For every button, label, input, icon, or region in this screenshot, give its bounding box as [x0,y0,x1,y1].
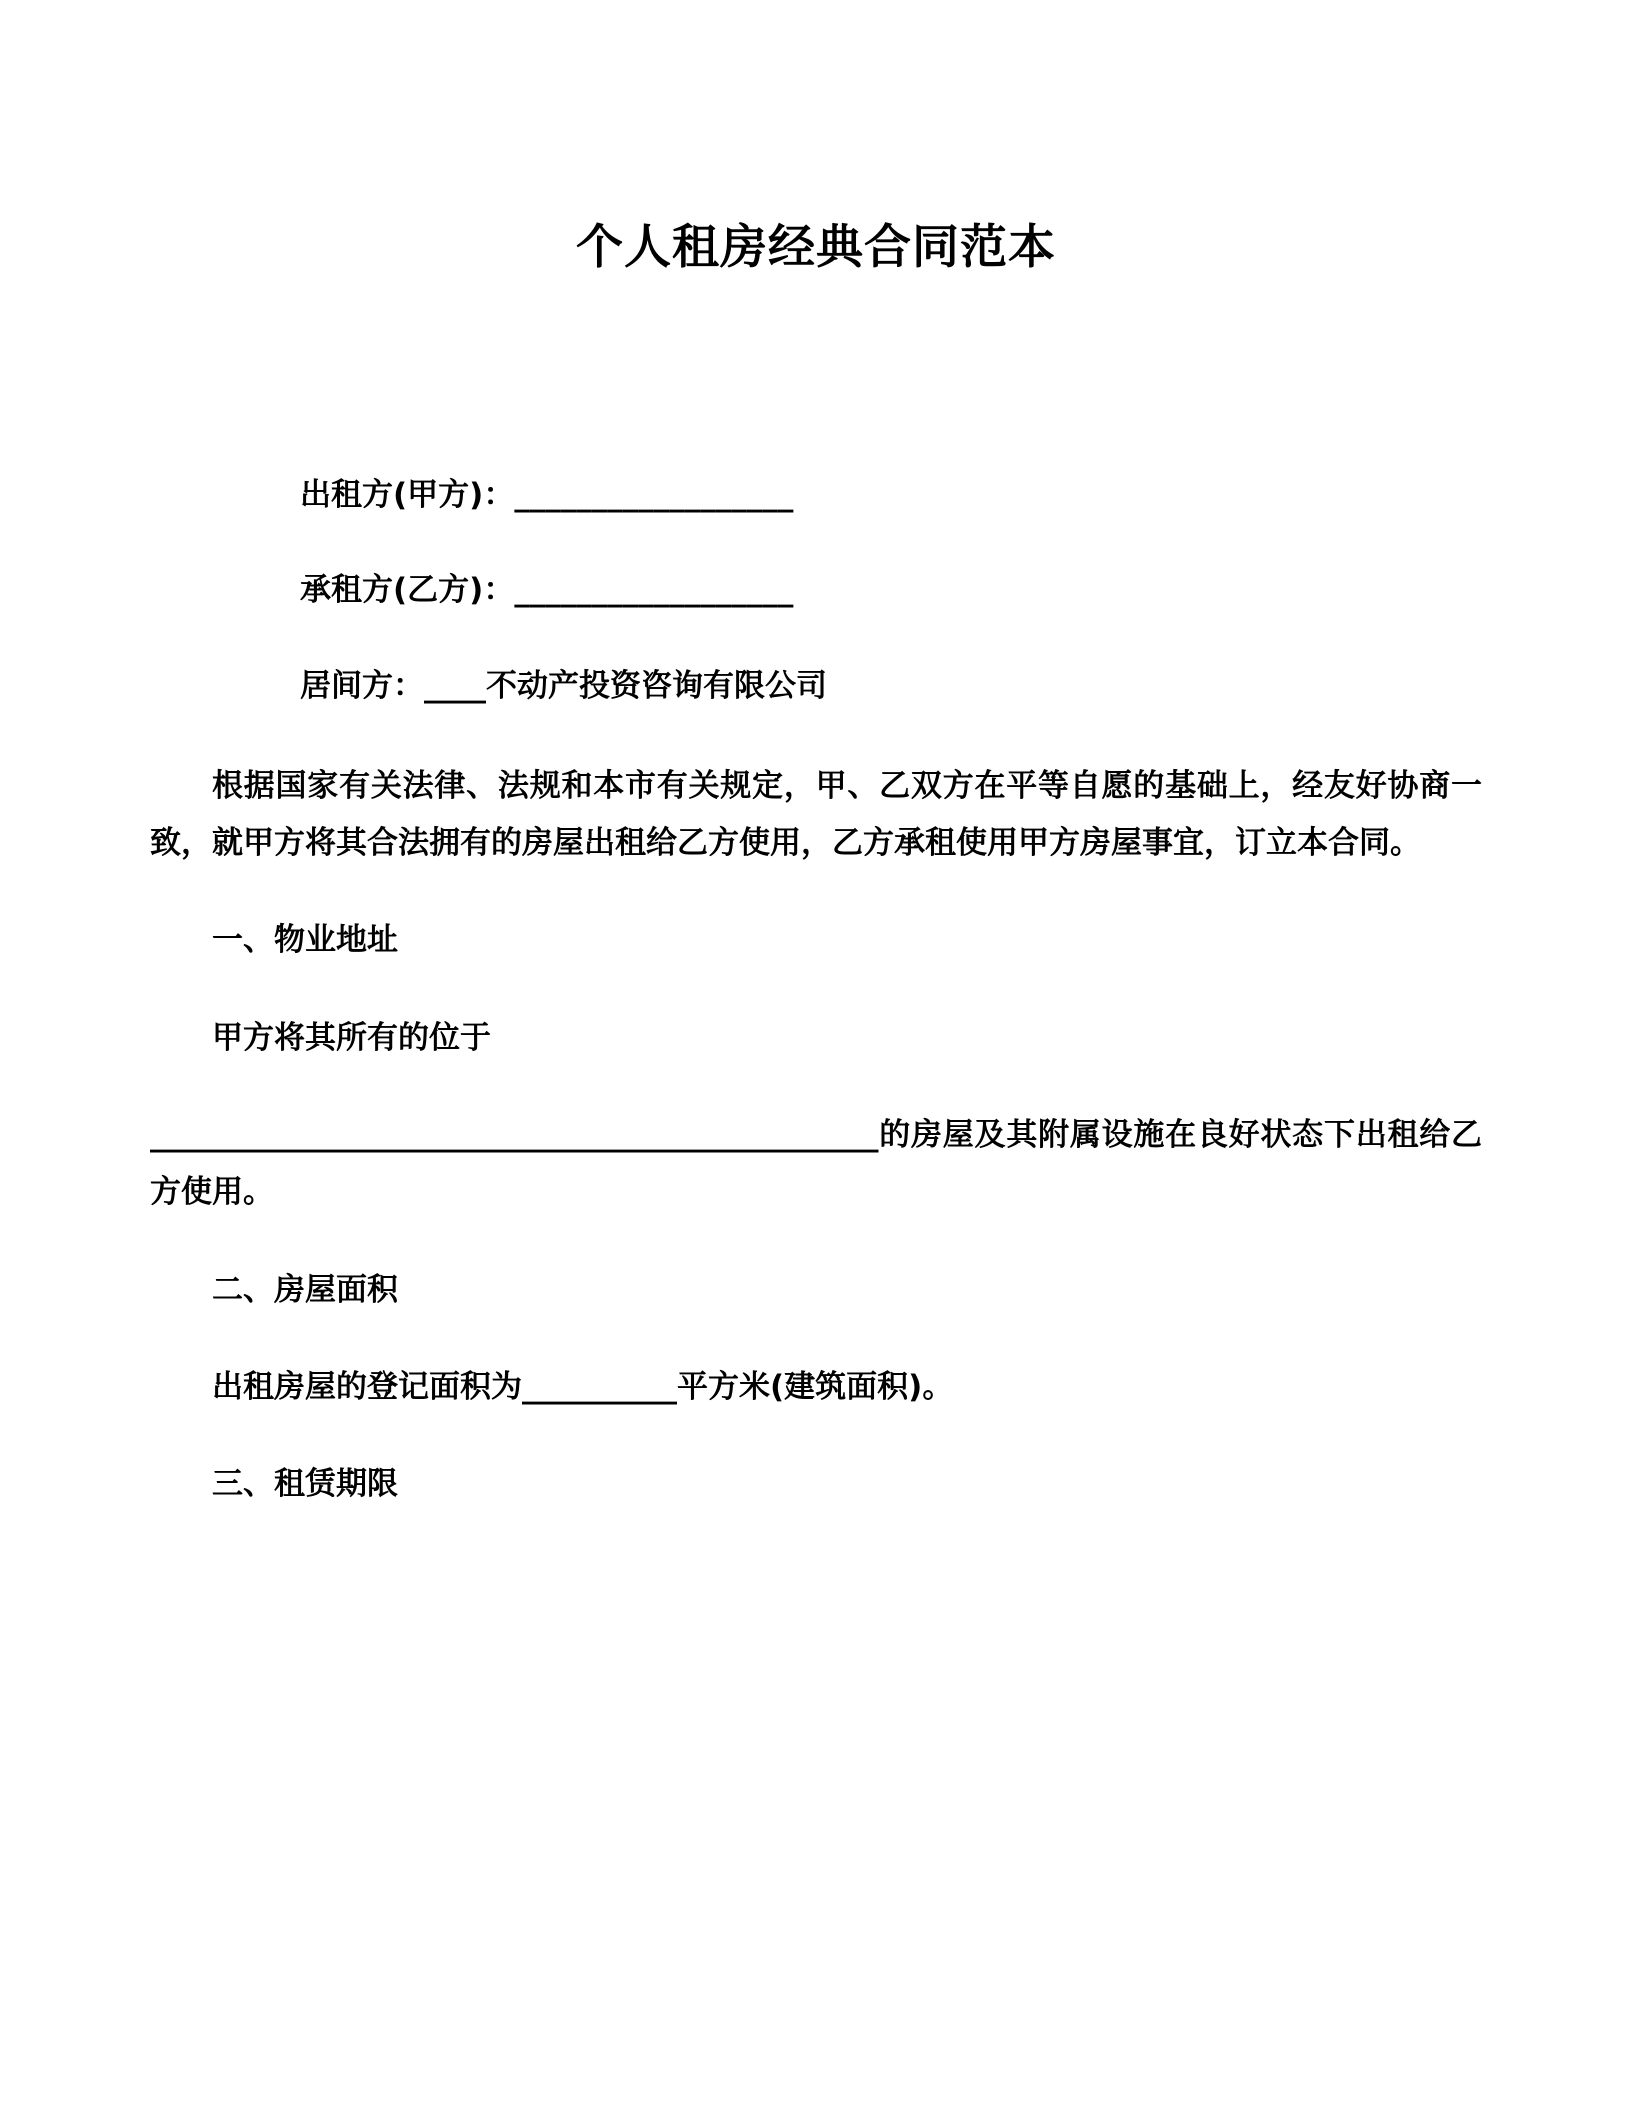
title-spacer [150,281,1482,471]
party-line-lessee: 承租方(乙方)：__________________ [300,572,794,609]
party-line-broker: 居间方：____不动产投资咨询有限公司 [300,667,827,704]
section-heading-1: 一、物业地址 [212,922,398,959]
section-1-paragraph-2: _______________________________________________的房屋及其附属设施在良好状态下出租给乙方使用。 [150,1116,1482,1211]
party-line-lessor: 出租方(甲方)：__________________ [300,476,794,513]
page-title: 个人租房经典合同范本 [576,220,1056,275]
preamble-paragraph: 根据国家有关法律、法规和本市有关规定，甲、乙双方在平等自愿的基础上，经友好协商一致，就甲方将其合法拥有的房屋出租给乙方使用，乙方承租使用甲方房屋事宜，订立本合同。 [150,767,1482,861]
section-2-paragraph-1: 出租房屋的登记面积为__________平方米(建筑面积)。 [212,1368,954,1405]
section-heading-3: 三、租赁期限 [212,1466,398,1503]
section-1-paragraph-1: 甲方将其所有的位于 [212,1019,491,1056]
section-heading-2: 二、房屋面积 [212,1271,398,1308]
page-bottom-spacer [150,1554,1482,1674]
